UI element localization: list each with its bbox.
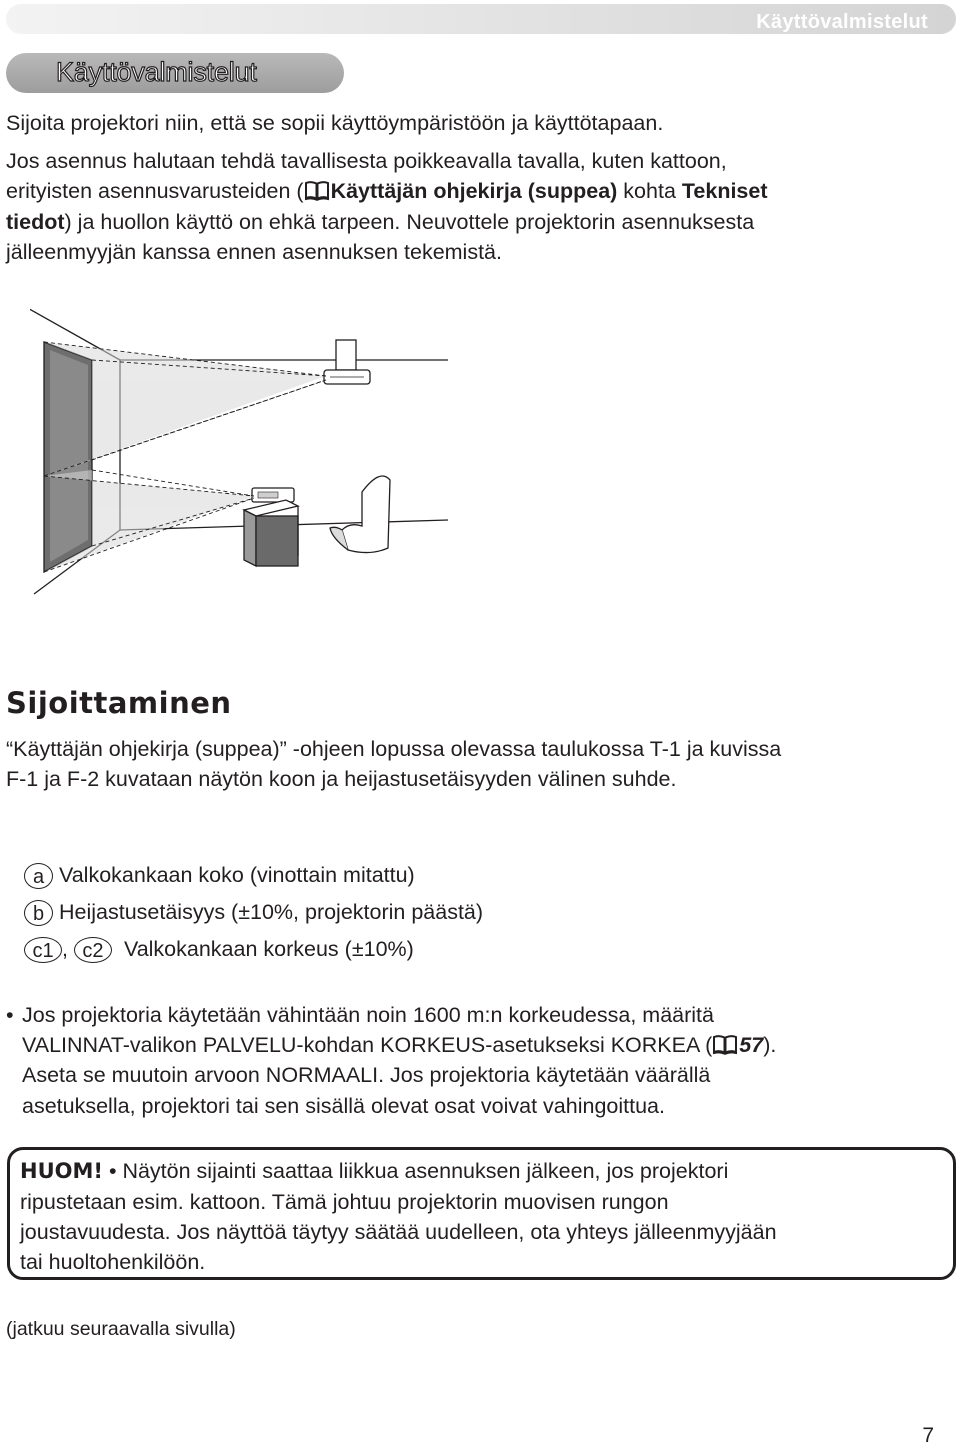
bullet-line-2 (22, 1030, 776, 1061)
placement-heading: Sijoittaminen (6, 686, 232, 720)
bullet-line-3: Aseta se muutoin arvoon NORMAALI. Jos projektoria käytetään väärällä (22, 1063, 711, 1087)
bullet-line-4: asetuksella, projektori tai sen sisällä olevat osat voivat vahingoittua. (22, 1094, 665, 1118)
legend-separator: , (62, 937, 68, 961)
book-reference-icon (304, 180, 330, 201)
legend-mark-b: b (24, 900, 53, 926)
intro-text: kohta (617, 179, 682, 203)
note-label: HUOM! (20, 1159, 103, 1183)
placement-text-2: F-1 ja F-2 kuvataan näytön koon ja heijastusetäisyyden välinen suhde. (6, 767, 677, 791)
ceiling-mount (336, 340, 356, 370)
note-text: • Näytön sijainti saattaa liikkua asennuksen jälkeen, jos projektori (102, 1159, 729, 1183)
intro-text: erityisten asennusvarusteiden ( (6, 179, 304, 203)
bullet-text: VALINNAT-valikon PALVELU-kohdan KORKEUS-asetukseksi KORKEA ( (22, 1033, 713, 1057)
intro-line-5: jälleenmyyjän kanssa ennen asennuksen tekemistä. (6, 240, 502, 264)
intro-line-2: Jos asennus halutaan tehdä tavallisesta poikkeavalla tavalla, kuten kattoon, (6, 149, 727, 173)
continued-note: (jatkuu seuraavalla sivulla) (6, 1318, 236, 1340)
legend-item-b (24, 897, 483, 927)
legend-text: Valkokankaan korkeus (±10%) (123, 937, 414, 961)
chair (342, 476, 390, 553)
legend-text: Valkokankaan koko (vinottain mitattu) (58, 863, 415, 887)
intro-line-1: Sijoita projektori niin, että se sopii käyttöympäristöön ja käyttötapaan. (6, 111, 664, 135)
legend-item-c (24, 934, 414, 964)
header-section-label: Käyttövalmistelut (756, 11, 928, 33)
note-line-4: tai huoltohenkilöön. (20, 1250, 206, 1274)
note-line-1 (20, 1156, 728, 1187)
intro-text: ) ja huollon käyttö on ehkä tarpeen. Neuvottele projektorin asennuksesta (64, 210, 755, 234)
legend-item-a (24, 860, 415, 890)
book-reference-icon (712, 1034, 738, 1055)
page-number: 7 (922, 1424, 934, 1447)
bullet-marker: • (6, 1003, 14, 1027)
manual-reference: Käyttäjän ohjekirja (suppea) (330, 179, 618, 203)
specs-reference-cont: tiedot (6, 210, 65, 234)
section-title: Käyttövalmistelut (56, 57, 257, 87)
legend-mark-c2: c2 (74, 937, 112, 963)
note-line-3: joustavuudesta. Jos näyttöä täytyy säätää uudelleen, ota yhteys jälleenmyyjään (20, 1220, 777, 1244)
header-bar (6, 4, 956, 34)
section-title-pill (6, 53, 344, 93)
note-line-2: ripustetaan esim. kattoon. Tämä johtuu projektorin muovisen rungon (20, 1190, 669, 1214)
intro-line-4 (6, 207, 754, 238)
placement-text-1: “Käyttäjän ohjekirja (suppea)” -ohjeen lopussa olevassa taulukossa T-1 ja kuvissa (6, 737, 782, 761)
page-reference: 57 (739, 1033, 764, 1057)
room-installation-illustration (30, 300, 450, 600)
specs-reference: Tekniset (681, 179, 768, 203)
legend-mark-c1: c1 (24, 937, 62, 963)
bullet-line-1: Jos projektoria käytetään vähintään noin 1600 m:n korkeudessa, määritä (22, 1003, 714, 1027)
table-side (244, 510, 256, 566)
table-front (256, 516, 298, 566)
legend-text: Heijastusetäisyys (±10%, projektorin päästä) (58, 900, 484, 924)
bullet-text: ). (763, 1033, 777, 1057)
legend-mark-a: a (24, 863, 53, 889)
intro-line-3 (6, 176, 768, 207)
